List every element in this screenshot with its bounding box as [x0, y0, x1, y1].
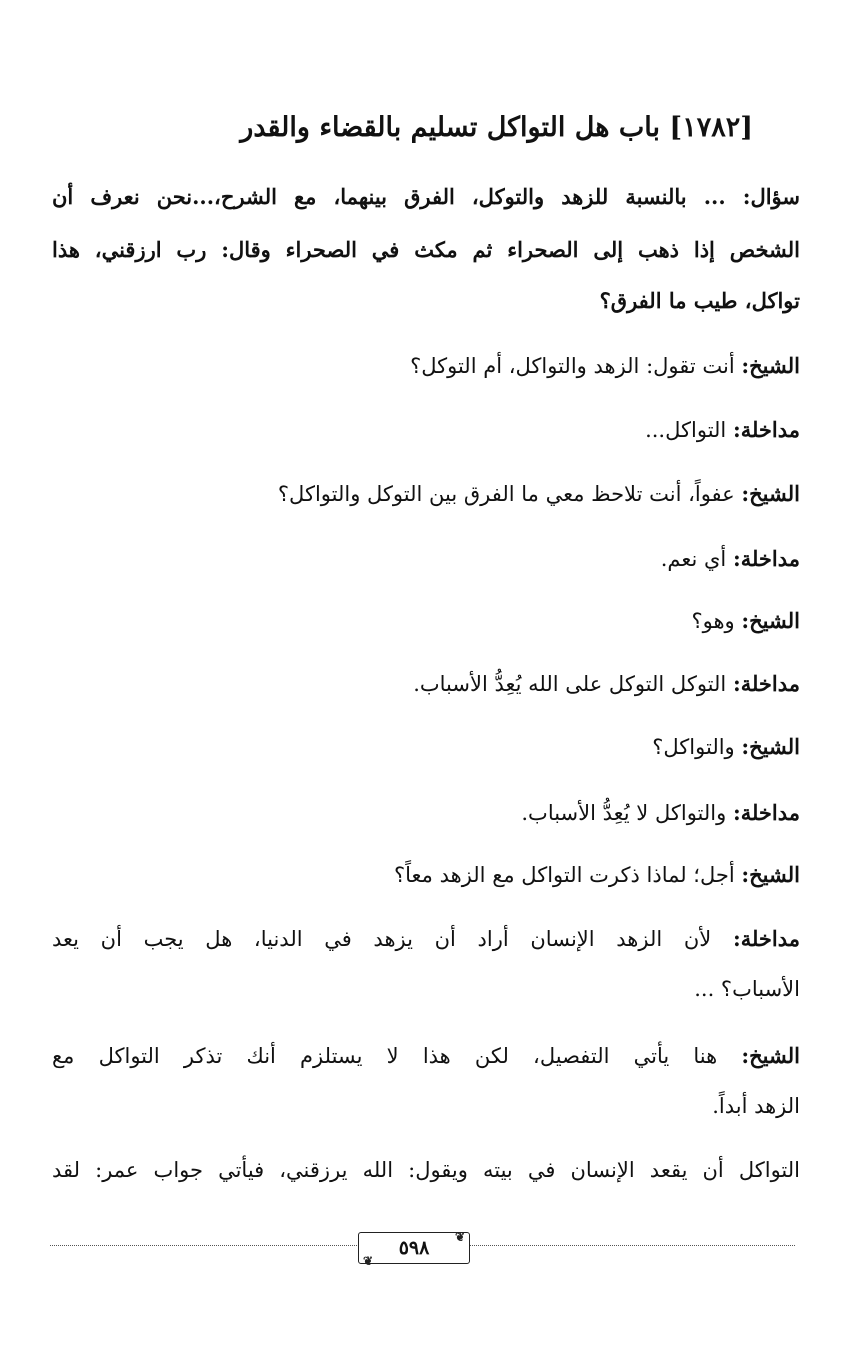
dialogue-line-10: الشيخ: والتواكل؟ — [652, 734, 800, 759]
dialogue-line-4: الشيخ: أنت تقول: الزهد والتواكل، أم التوكل؟ — [410, 353, 800, 378]
speaker-label: مداخلة: — [732, 546, 800, 571]
dialogue-line-7: مداخلة: أي نعم. — [660, 546, 800, 571]
dialogue-line-16: الزهد أبداً. — [712, 1094, 800, 1118]
speaker-label: مداخلة: — [732, 800, 800, 825]
chapter-title: باب هل التواكل تسليم بالقضاء والقدر — [240, 112, 661, 143]
dialogue-line-5: مداخلة: التواكل... — [645, 417, 800, 442]
chapter-number: [١٧٨٢] — [669, 112, 753, 143]
ornament-icon: ❦ — [363, 1254, 374, 1268]
speaker-label: الشيخ: — [741, 734, 800, 759]
dialogue-line-13: مداخلة: لأن الزهد الإنسان أراد أن يزهد في الدنيا، هل يجب أن يعد — [52, 926, 800, 951]
dialogue-line-8: الشيخ: وهو؟ — [691, 608, 800, 633]
chapter-heading — [193, 112, 753, 143]
speaker-label: مداخلة: — [732, 417, 800, 442]
question-line-1: سؤال: ... بالنسبة للزهد والتوكل، الفرق بينهما، مع الشرح،...نحن نعرف أن — [52, 184, 800, 209]
dialogue-line-11: مداخلة: والتواكل لا يُعِدُّ الأسباب. — [521, 800, 800, 825]
dialogue-line-9: مداخلة: التوكل التوكل على الله يُعِدُّ الأسباب. — [413, 671, 800, 696]
dialogue-line-14: الأسباب؟ ... — [694, 977, 800, 1001]
dialogue-line-12: الشيخ: أجل؛ لماذا ذكرت التواكل مع الزهد معاً؟ — [394, 862, 800, 887]
speaker-label: الشيخ: — [741, 481, 800, 506]
speaker-label: الشيخ: — [741, 353, 800, 378]
dialogue-line-6: الشيخ: عفواً، أنت تلاحظ معي ما الفرق بين التوكل والتواكل؟ — [277, 481, 800, 506]
dialogue-line-17: التواكل أن يقعد الإنسان في بيته ويقول: الله يرزقني، فيأتي جواب عمر: لقد — [52, 1158, 800, 1182]
speaker-label: الشيخ: — [741, 1043, 800, 1068]
speaker-label: مداخلة: — [732, 926, 800, 951]
page-number: ٥٩٨ — [398, 1237, 430, 1259]
speaker-label: الشيخ: — [741, 608, 800, 633]
speaker-label: مداخلة: — [732, 671, 800, 696]
question-line-2: الشخص إذا ذهب إلى الصحراء ثم مكث في الصحراء وقال: رب ارزقني، هذا — [52, 237, 800, 262]
dialogue-line-15: الشيخ: هنا يأتي التفصيل، لكن هذا لا يستلزم أنك تذكر التواكل مع — [52, 1043, 800, 1068]
page-number-frame — [358, 1230, 470, 1268]
speaker-label: الشيخ: — [741, 862, 800, 887]
ornament-icon: ❦ — [454, 1230, 465, 1244]
question-line-3: تواكل، طيب ما الفرق؟ — [599, 288, 800, 313]
